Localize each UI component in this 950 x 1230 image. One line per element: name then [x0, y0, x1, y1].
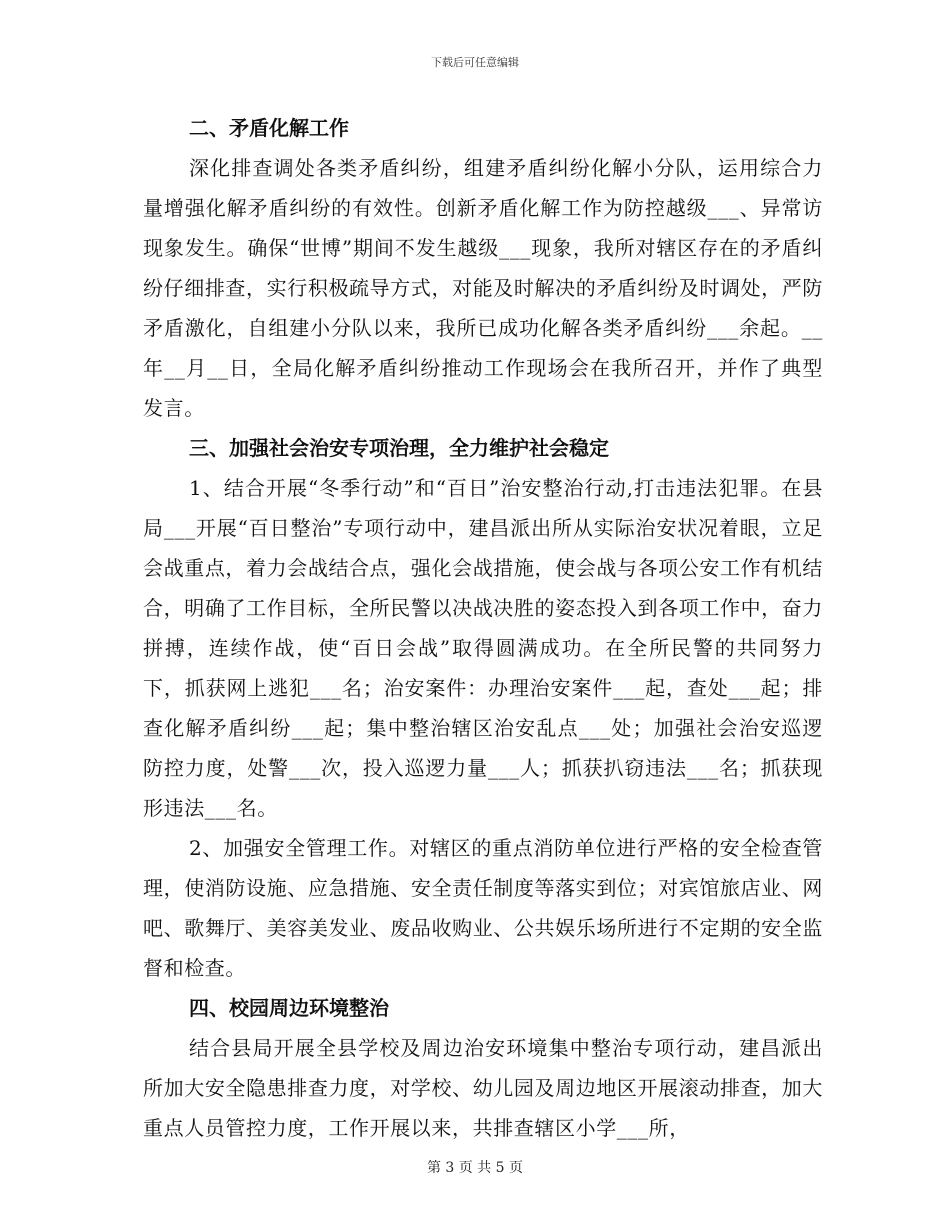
section-heading: 三、加强社会治安专项治理，全力维护社会稳定 [189, 436, 609, 460]
page-header-note: 下载后可任意编辑 [431, 56, 519, 69]
page-number: 第 3 页 共 5 页 [426, 1160, 524, 1176]
paragraph: 结合县局开展全县学校及周边治安环境集中整治专项行动，建昌派出所加大安全隐患排查力度，对学校、幼儿园及周边地区开展滚动排查，加大重点人员管控力度，工作开展以来，共排查辖区小学___所， [143, 1036, 823, 1140]
section-campus-environment [143, 988, 823, 1148]
section-heading: 四、校园周边环境整治 [189, 996, 389, 1020]
paragraph: 1、结合开展“冬季行动”和“百日”治安整治行动,打击违法犯罪。在县局___开展“百日整治”专项行动中，建昌派出所从实际治安状况着眼，立足会战重点，着力会战结合点，强化会战措施，使会战与各项公安工作有机结合，明确了工作目标，全所民警以决战决胜的姿态投入到各项工作中，奋力拼搏，连续作战，使“百日会战”取得圆满成功。在全所民警的共同努力下，抓获网上逃犯___名；治安案件：办理治安案件___起，查处___起；排查化解矛盾纠纷___起；集中整治辖区治安乱点___处；加强社会治安巡逻防控力度，处警___次，投入巡逻力量___人；抓获扒窃违法___名；抓获现形违法___名。 [143, 476, 823, 820]
section-heading: 二、矛盾化解工作 [189, 116, 349, 140]
section-public-security [143, 428, 823, 988]
section-conflict-resolution [143, 108, 823, 428]
document-body [143, 108, 823, 1148]
paragraph: 深化排查调处各类矛盾纠纷，组建矛盾纠纷化解小分队，运用综合力量增强化解矛盾纠纷的有效性。创新矛盾化解工作为防控越级___、异常访现象发生。确保“世博”期间不发生越级___现象，我所对辖区存在的矛盾纠纷仔细排查，实行积极疏导方式，对能及时解决的矛盾纠纷及时调处，严防矛盾激化，自组建小分队以来，我所已成功化解各类矛盾纠纷___余起。__年__月__日，全局化解矛盾纠纷推动工作现场会在我所召开，并作了典型发言。 [143, 156, 823, 420]
paragraph: 2、加强安全管理工作。对辖区的重点消防单位进行严格的安全检查管理，使消防设施、应急措施、安全责任制度等落实到位；对宾馆旅店业、网吧、歌舞厅、美容美发业、废品收购业、公共娱乐场所进行不定期的安全监督和检查。 [143, 836, 823, 980]
